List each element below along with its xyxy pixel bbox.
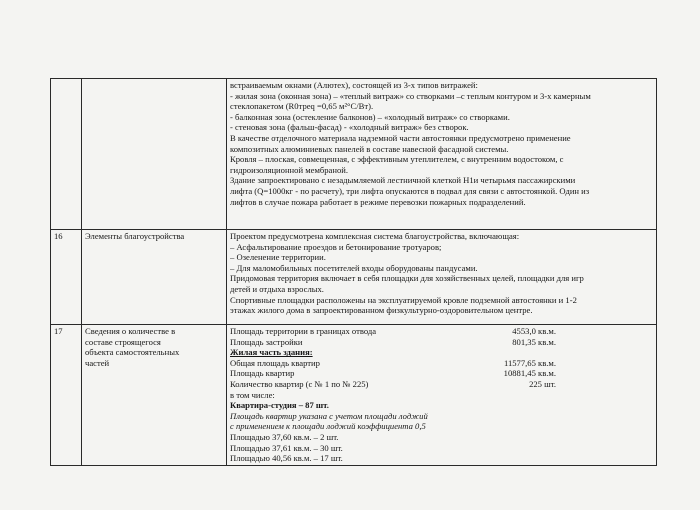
list-item: – Озеленение территории.	[230, 252, 326, 263]
text-line: встраиваемым окнами (Алютех), состоящей из 3-х типов витражей:	[230, 80, 478, 90]
text-line: гидроизоляционной мембраной.	[230, 164, 349, 175]
area-note: Площадь квартир указана с учетом площади лоджий	[230, 410, 428, 421]
row-content-cell	[227, 230, 657, 325]
text-line: композитных алюминиевых панелей в составе навесной фасадной системы.	[230, 143, 509, 154]
row-title-cell	[82, 325, 227, 466]
title-line: частей	[85, 357, 110, 368]
text-line: лифта (Q=1000кг - по расчету), три лифта опускаются в подвал для связи с автостоянкой. Один из	[230, 185, 590, 196]
row-number-cell: 17	[51, 325, 82, 466]
text-line: Спортивные площадки расположены на эксплуатируемой кровле подземной автостоянки и 1-2	[230, 294, 577, 305]
text-line: Здание запроектировано с незадымляемой лестничной клеткой Н1и четырьмя пассажирскими	[230, 175, 576, 186]
text-line: В качестве отделочного материала надземной части автостоянки предусмотрено применение	[230, 132, 571, 143]
table-row	[51, 325, 657, 466]
text-line: - балконная зона (остекление балконов) – «холодный витраж» со створками.	[230, 111, 510, 122]
building-area-label: Площадь застройки	[230, 336, 303, 347]
specification-table	[50, 78, 657, 466]
flat-count-label: Количество квартир (с № 1 по № 225)	[230, 378, 369, 389]
flat-count-value: 225 шт.	[529, 378, 556, 389]
residential-heading: Жилая часть здания:	[230, 347, 313, 358]
row-content-cell	[227, 325, 657, 466]
title-line: составе строящегося	[85, 336, 161, 347]
row-number-cell	[51, 79, 82, 230]
text-line: Кровля – плоская, совмещенная, с эффективным утеплителем, с внутренним водостоком, с	[230, 154, 564, 165]
area-note: с применением к площади лоджий коэффициента 0,5	[230, 421, 426, 432]
territory-area-label: Площадь территории в границах отвода	[230, 326, 377, 336]
total-flat-area-value: 11577,65 кв.м.	[503, 357, 556, 368]
flat-count-line	[230, 379, 556, 390]
territory-area-line	[230, 326, 556, 337]
table-row	[51, 79, 657, 230]
table-row	[51, 230, 657, 325]
text-line: Придомовая территория включает в себя площадки для хозяйственных целей, площадки для игр	[230, 273, 584, 284]
text-line: стеклопакетом (R0треq =0,65 м²°С/Вт).	[230, 101, 374, 112]
title-line: Сведения о количестве в	[85, 326, 176, 336]
title-line: объекта самостоятельных	[85, 347, 180, 358]
territory-area-value: 4553,0 кв.м.	[512, 326, 556, 336]
row-title-cell	[82, 79, 227, 230]
row-content-cell	[227, 79, 657, 230]
text-line: лифтов в случае пожара работает в режиме перевозки пожарных подразделений.	[230, 196, 526, 207]
building-area-value: 801,35 кв.м.	[512, 336, 556, 347]
text-line: Проектом предусмотрена комплексная система благоустройства, включающая:	[230, 231, 520, 241]
list-item: – Асфальтирование проездов и бетонирование тротуаров;	[230, 241, 442, 252]
row-number-cell: 16	[51, 230, 82, 325]
list-item: Площадью 40,56 кв.м. – 17 шт.	[230, 453, 343, 464]
total-flat-area-line	[230, 358, 556, 369]
flat-area-line	[230, 368, 556, 379]
text-line: - стеновая зона (фальш-фасад) - «холодный витраж» без створок.	[230, 122, 469, 133]
list-item: Площадью 37,60 кв.м. – 2 шт.	[230, 431, 339, 442]
text-line: детей и отдыха взрослых.	[230, 283, 324, 294]
including-text: в том числе:	[230, 389, 275, 400]
list-item: – Для маломобильных посетителей входы оборудованы пандусами.	[230, 262, 478, 273]
list-item: Площадью 37,61 кв.м. – 30 шт.	[230, 442, 343, 453]
flat-area-value: 10881,45 кв.м.	[503, 368, 556, 379]
text-line: - жилая зона (оконная зона) – «теплый витраж» со створками –с теплым контуром и 3-х камерным	[230, 90, 591, 101]
text-line: этажах жилого дома в запроектированном физкультурно-оздоровительном центре.	[230, 305, 533, 316]
row-title-cell: Элементы благоустройства	[82, 230, 227, 325]
flat-area-label: Площадь квартир	[230, 368, 295, 379]
total-flat-area-label: Общая площадь квартир	[230, 357, 320, 368]
building-area-line	[230, 337, 556, 348]
studio-heading: Квартира-студия – 87 шт.	[230, 400, 329, 411]
